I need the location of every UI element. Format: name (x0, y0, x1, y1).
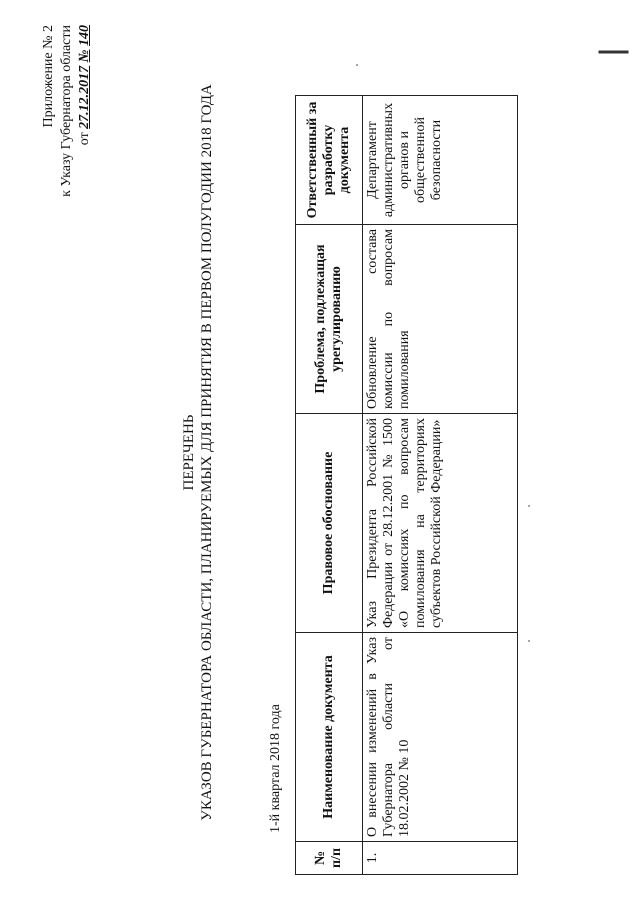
header-num: № п/п (296, 842, 363, 875)
header-basis: Правовое обоснование (296, 414, 363, 633)
documents-table (295, 95, 518, 875)
appendix-number: 140 (77, 25, 92, 46)
row-name: О внесении изменений в Указ Губернатора области от 18.02.2002 № 10 (363, 633, 518, 842)
header-problem: Проблема, подлежащая урегулированию (296, 225, 363, 414)
appendix-date-prefix: от (77, 132, 92, 146)
scan-speck (528, 505, 530, 507)
row-responsible: Департамент административных органов и общественной безопасности (363, 96, 518, 225)
document-subtitle: УКАЗОВ ГУБЕРНАТОРА ОБЛАСТИ, ПЛАНИРУЕМЫХ ДЛЯ ПРИНЯТИЯ В ПЕРВОМ ПОЛУГОДИИ 2018 ГОДА (199, 84, 215, 821)
row-basis: Указ Президента Российской Федерации от 28.12.2001 № 1500 «О комиссиях по вопросам помилования на территориях субъектов Российской Федерации» (363, 414, 518, 633)
appendix-line2: к Указу Губернатора области (59, 25, 74, 197)
header-name: Наименование документа (296, 633, 363, 842)
appendix-block (40, 25, 94, 205)
scan-mark (599, 51, 629, 54)
header-responsible: Ответственный за разработку документа (296, 96, 363, 225)
scan-speck (356, 64, 358, 66)
appendix-line3 (76, 25, 94, 205)
appendix-number-sign: № (77, 49, 92, 63)
table-header-row (296, 96, 363, 875)
appendix-line1: Приложение № 2 (41, 25, 56, 128)
table-row (363, 96, 518, 875)
document-title: ПЕРЕЧЕНЬ (181, 414, 197, 491)
quarter-label: 1-й квартал 2018 года (268, 704, 283, 833)
scan-speck (528, 640, 530, 642)
row-num: 1. (363, 842, 518, 875)
appendix-date: 27.12.2017 (77, 65, 92, 129)
row-problem: Обновление состава комиссии по вопросам помилования (363, 225, 518, 414)
